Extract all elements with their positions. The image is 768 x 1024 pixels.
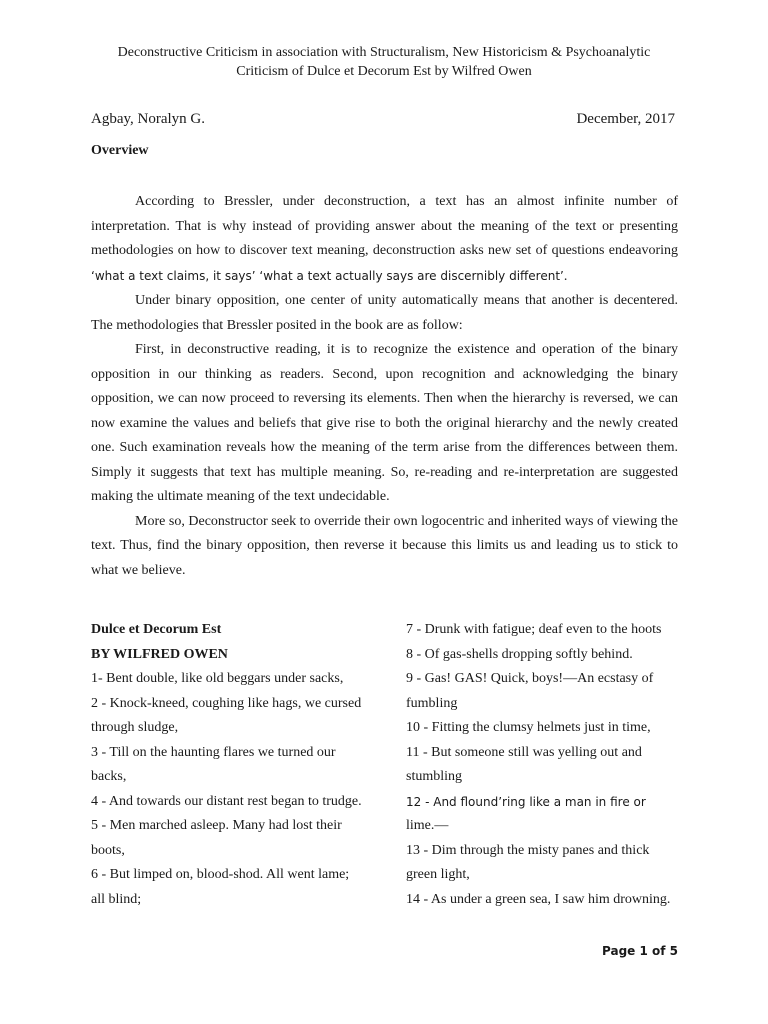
author-name: Agbay, Noralyn G. [91,111,206,127]
document-title [60,43,708,81]
poem-line: backs, [91,769,127,784]
paragraph-3: First, in deconstructive reading, it is to recognize the existence and operation of the binary opposition in our thinking as readers. Second, upon recognition and acknowledging the binary opposition, we can now proceed to reversing its elements. Then when the hierarchy is reversed, we can now examine the values and beliefs that give rise to both the original hierarchy and the newly created one. Such examination reveals how the meaning of the term arise from the differences between them. Simply it suggests that text has multiple meaning. So, re-reading and re-interpretation are suggested making the ultimate meaning of the text undecidable. [91,342,678,504]
poem-line: 8 - Of gas-shells dropping softly behind. [406,646,633,662]
poem-line: 4 - And towards our distant rest began to trudge. [91,793,362,809]
paragraph-2: Under binary opposition, one center of unity automatically means that another is decentered. The methodologies that Bressler posited in the book are as follow: [91,293,678,333]
poem-line: 13 - Dim through the misty panes and thick [406,842,650,858]
paragraph-1-quote: ‘what a text claims, it says’ ‘what a text actually says are discernibly different’ [91,268,564,283]
poem-line: 7 - Drunk with fatigue; deaf even to the hoots [406,622,662,637]
poem-line: 6 - But limped on, blood-shod. All went lame; [91,867,350,882]
poem-line: through sludge, [91,720,179,735]
poem-line: 14 - As under a green sea, I saw him drowning. [406,891,671,907]
poem-right-column [406,618,686,912]
poem-line: 2 - Knock-kneed, coughing like hags, we cursed [91,695,362,711]
poem-line: 10 - Fitting the clumsy helmets just in time, [406,720,651,735]
paragraph-1 [91,190,678,289]
overview-body [91,190,678,583]
poem-line: 3 - Till on the haunting flares we turned our [91,744,336,760]
paragraph-1-end: . [563,268,568,284]
poem-line: 5 - Men marched asleep. Many had lost their [91,818,342,833]
poem-line: 11 - But someone still was yelling out and [406,744,642,760]
title-line-1: Deconstructive Criticism in association with Structuralism, New Historicism & Psychoanalytic [117,45,651,60]
paragraph-1-text: According to Bressler, under deconstruction, a text has an almost infinite number of interpretation. That is why instead of providing answer about the meaning of the text or presenting methodologies on how to discover text meaning, deconstruction asks new set of questions endeavoring [91,194,678,258]
poem-line: boots, [91,842,125,858]
poem-line: fumbling [406,695,458,711]
paragraph-4: More so, Deconstructor seek to override their own logocentric and inherited ways of viewing the text. Thus, find the binary opposition, then reverse it because this limits us and leading us to stick to what we believe. [91,513,678,578]
overview-heading: Overview [91,143,149,158]
poem-title: Dulce et Decorum Est [91,622,222,637]
poem-line: 9 - Gas! GAS! Quick, boys!—An ecstasy of [406,671,654,686]
title-line-2: Criticism of Dulce et Decorum Est by Wilfred Owen [236,64,532,79]
poem-byline: BY WILFRED OWEN [91,646,228,662]
poem-line: stumbling [406,769,463,784]
poem-left-column [91,618,371,912]
poem-line: green light, [406,867,470,882]
document-date: December, 2017 [576,111,675,127]
poem-line: 1- Bent double, like old beggars under sacks, [91,671,344,686]
poem-line: lime.— [406,818,449,833]
poem-line: 12 - And flound’ring like a man in fire or [406,794,646,809]
page-number: Page 1 of 5 [602,944,678,958]
poem-line: all blind; [91,891,142,907]
